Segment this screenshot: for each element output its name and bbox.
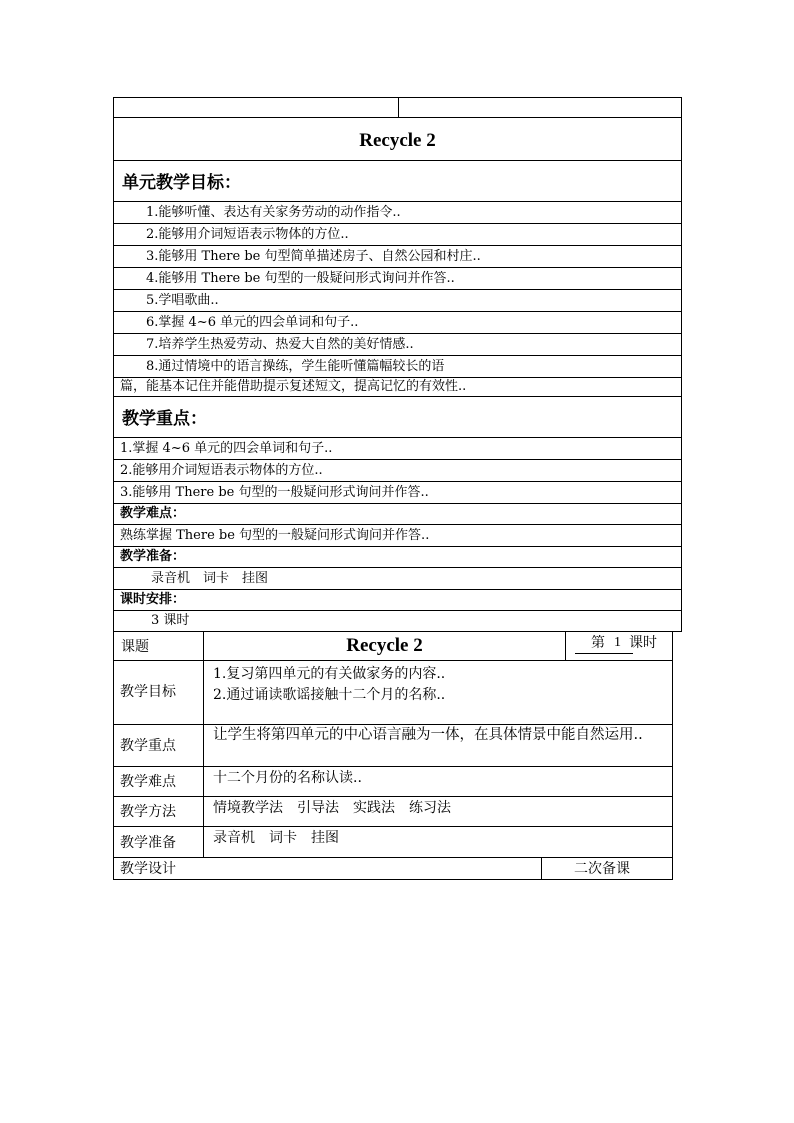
prep-label-cell xyxy=(113,826,204,858)
focus-label-cell xyxy=(113,724,204,767)
second-prep-label: 二次备课 xyxy=(574,861,630,877)
lesson-difficulty-cell xyxy=(203,766,673,797)
method-label-cell xyxy=(113,796,204,827)
unit-goal-text: 8.通过情境中的语言操练，学生能听懂篇幅较长的语 xyxy=(146,359,445,374)
unit-goal-row xyxy=(113,267,682,290)
schedule-heading-cell xyxy=(113,589,682,611)
key-points-heading-cell xyxy=(113,396,682,438)
difficulty-text: 熟练掌握 There be 句型的一般疑问形式询问并作答.. xyxy=(120,528,430,543)
unit-goal-row xyxy=(113,289,682,312)
lesson-method: 情境教学法 引导法 实践法 练习法 xyxy=(213,800,451,816)
method-label: 教学方法 xyxy=(120,804,176,820)
lesson-focus: 让学生将第四单元的中心语言融为一体，在具体情景中能自然运用.. xyxy=(213,727,643,743)
key-point-text: 3.能够用 There be 句型的一般疑问形式询问并作答.. xyxy=(120,485,429,500)
period-cell xyxy=(565,631,673,661)
topic-cell xyxy=(203,631,566,661)
second-prep-cell xyxy=(541,857,673,880)
prep-cell xyxy=(203,826,673,858)
topic-label-cell xyxy=(113,631,204,661)
schedule-heading: 课时安排： xyxy=(120,592,186,607)
preparation-text-cell xyxy=(113,567,682,590)
header-cell-right xyxy=(398,97,682,118)
unit-goal-text: 2.能够用介词短语表示物体的方位.. xyxy=(146,227,349,242)
lesson-goal-text: 1.复习第四单元的有关做家务的内容.. xyxy=(213,666,446,682)
key-point-row xyxy=(113,437,682,460)
difficulty-heading-cell xyxy=(113,503,682,525)
schedule-text: 3 课时 xyxy=(151,613,190,628)
unit-goal-text: 3.能够用 There be 句型简单描述房子、自然公园和村庄.. xyxy=(146,249,481,264)
goals-label: 教学目标 xyxy=(120,684,176,700)
unit-goal-text: 5.学唱歌曲.. xyxy=(146,293,219,308)
focus-cell xyxy=(203,724,673,767)
design-label: 教学设计 xyxy=(120,861,176,877)
goals-cell xyxy=(203,660,673,725)
preparation-heading-cell xyxy=(113,546,682,568)
unit-goal-text: 1.能够听懂、表达有关家务劳动的动作指令.. xyxy=(146,205,401,220)
unit-goal-row xyxy=(113,245,682,268)
key-point-text: 1.掌握 4~6 单元的四会单词和句子.. xyxy=(120,441,333,456)
design-label-cell xyxy=(113,857,542,880)
key-point-row xyxy=(113,459,682,482)
method-cell xyxy=(203,796,673,827)
unit-goal-text: 4.能够用 There be 句型的一般疑问形式询问并作答.. xyxy=(146,271,455,286)
goals-label-cell xyxy=(113,660,204,725)
period-prefix: 第 xyxy=(591,635,605,651)
unit-goal-row xyxy=(113,333,682,356)
topic-label: 课题 xyxy=(121,639,149,655)
period-underline xyxy=(575,653,633,654)
unit-goal-text: 6.掌握 4~6 单元的四会单词和句子.. xyxy=(146,315,359,330)
key-points-heading: 教学重点： xyxy=(122,409,207,429)
unit-title: Recycle 2 xyxy=(359,130,436,151)
lesson-difficulty-label: 教学难点 xyxy=(120,774,176,790)
lesson-prep: 录音机 词卡 挂图 xyxy=(213,830,339,846)
lesson-goal-text: 2.通过诵读歌谣接触十二个月的名称.. xyxy=(213,687,446,703)
schedule-text-cell xyxy=(113,610,682,632)
unit-goals-heading-cell xyxy=(113,160,682,202)
unit-goal-row xyxy=(113,355,682,378)
difficulty-heading: 教学难点： xyxy=(120,506,186,521)
prep-label: 教学准备 xyxy=(120,835,176,851)
preparation-text: 录音机 词卡 挂图 xyxy=(151,571,269,586)
period-suffix: 课时 xyxy=(629,635,657,651)
unit-goal-text: 7.培养学生热爱劳动、热爱大自然的美好情感.. xyxy=(146,337,414,352)
lesson-topic: Recycle 2 xyxy=(346,635,423,656)
unit-goal-row xyxy=(113,201,682,224)
key-point-text: 2.能够用介词短语表示物体的方位.. xyxy=(120,463,323,478)
unit-goal-row xyxy=(113,377,682,397)
difficulty-text-cell xyxy=(113,524,682,547)
key-point-row xyxy=(113,481,682,504)
unit-goal-row xyxy=(113,311,682,334)
unit-goal-text: 篇，能基本记住并能借助提示复述短文，提高记忆的有效性.. xyxy=(120,379,467,394)
lesson-difficulty-label-cell xyxy=(113,766,204,797)
unit-goals-heading: 单元教学目标： xyxy=(122,173,241,193)
focus-label: 教学重点 xyxy=(120,738,176,754)
header-cell-left xyxy=(113,97,399,118)
unit-title-cell xyxy=(113,117,682,161)
unit-goal-row xyxy=(113,223,682,246)
period-number: 1 xyxy=(614,635,621,650)
lesson-difficulty: 十二个月份的名称认读.. xyxy=(213,770,362,786)
preparation-heading: 教学准备： xyxy=(120,549,186,564)
